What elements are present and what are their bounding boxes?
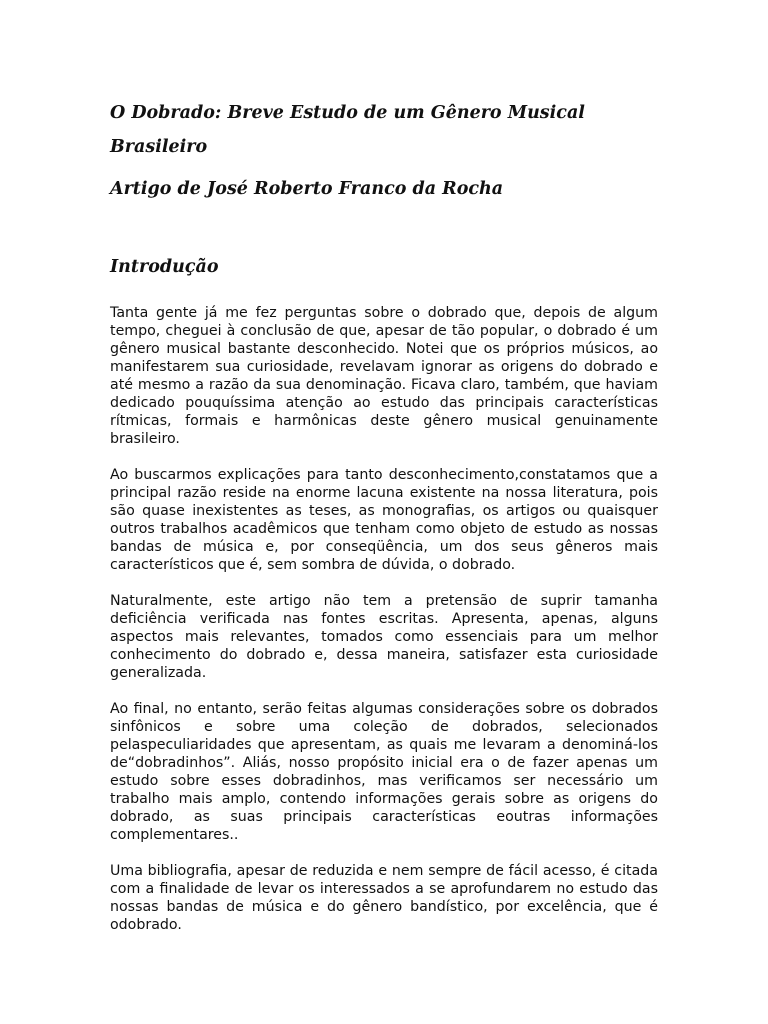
document-author: Artigo de José Roberto Franco da Rocha — [110, 179, 504, 199]
document-title: O Dobrado: Breve Estudo de um Gênero Musical Brasileiro — [110, 103, 585, 157]
section-heading: Introdução — [110, 257, 219, 277]
paragraph: Ao final, no entanto, serão feitas algumas considerações sobre os dobrados sinfônicos e sobre uma coleção de dobrados, selecionados pelaspeculiaridades que apresentam, as quais me levaram a denominá-los de“dobradinhos”. Aliás, nosso propósito inicial era o de fazer apenas um estudo sobre esses dobradinhos, mas verificamos ser necessário um trabalho mais amplo, contendo informações gerais sobre as origens do dobrado, as suas principais características eoutras informações complementares.. — [110, 701, 658, 843]
paragraph: Ao buscarmos explicações para tanto desconhecimento,constatamos que a principal razão reside na enorme lacuna existente na nossa literatura, pois são quase inexistentes as teses, as monografias, os artigos ou quaisquer outros trabalhos acadêmicos que tenham como objeto de estudo as nossas bandas de música e, por conseqüência, um dos seus gêneros mais característicos que é, sem sombra de dúvida, o dobrado. — [110, 467, 658, 573]
paragraph: Tanta gente já me fez perguntas sobre o dobrado que, depois de algum tempo, cheguei à conclusão de que, apesar de tão popular, o dobrado é um gênero musical bastante desconhecido. Notei que os próprios músicos, ao manifestarem sua curiosidade, revelavam ignorar as origens do dobrado e até mesmo a razão da sua denominação. Ficava claro, também, que haviam dedicado pouquíssima atenção ao estudo das principais características rítmicas, formais e harmônicas deste gênero musical genuinamente brasileiro. — [110, 305, 658, 447]
paragraph: Uma bibliografia, apesar de reduzida e nem sempre de fácil acesso, é citada com a finalidade de levar os interessados a se aprofundarem no estudo das nossas bandas de música e do gênero bandístico, por excelência, que é odobrado. — [110, 863, 658, 933]
paragraph: Naturalmente, este artigo não tem a pretensão de suprir tamanha deficiência verificada nas fontes escritas. Apresenta, apenas, alguns aspectos mais relevantes, tomados como essenciais para um melhor conhecimento do dobrado e, dessa maneira, satisfazer esta curiosidade generalizada. — [110, 593, 658, 681]
document-body — [110, 304, 658, 934]
